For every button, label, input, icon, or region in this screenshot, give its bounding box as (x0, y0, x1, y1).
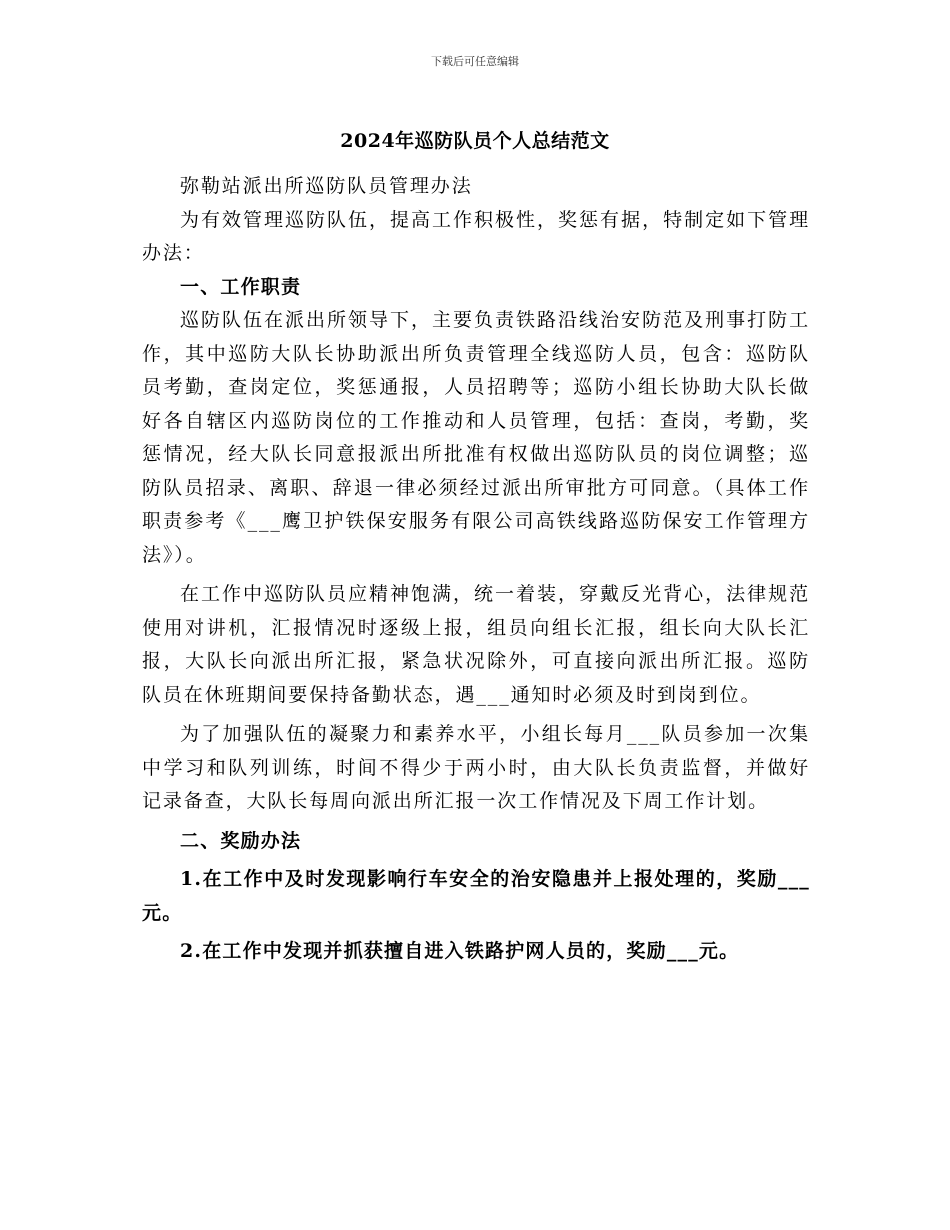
conduct-paragraph: 在工作中巡防队员应精神饱满，统一着装，穿戴反光背心，法律规范使用对讲机，汇报情况时逐级上报，组员向组长汇报，组长向大队长汇报，大队长向派出所汇报，紧急状况除外，可直接向派出所汇报。巡防队员在休班期间要保持备勤状态，遇___通知时必须及时到岗到位。 (142, 583, 810, 706)
document-body (142, 170, 810, 969)
section-heading-rewards: 二、奖励办法 (180, 829, 302, 852)
page-header-note: 下载后可任意编辑 (431, 55, 519, 68)
section-heading-duties: 一、工作职责 (180, 275, 302, 298)
document-title: 2024年巡防队员个人总结范文 (340, 130, 610, 152)
duties-paragraph: 巡防队伍在派出所领导下，主要负责铁路沿线治安防范及刑事打防工作，其中巡防大队长协助派出所负责管理全线巡防人员，包含：巡防队员考勤，查岗定位，奖惩通报，人员招聘等；巡防小组长协助大队长做好各自辖区内巡防岗位的工作推动和人员管理，包括：查岗，考勤，奖惩情况，经大队长同意报派出所批准有权做出巡防队员的岗位调整；巡防队员招录、离职、辞退一律必须经过派出所审批方可同意。（具体工作职责参考《___鹰卫护铁保安服务有限公司高铁线路巡防保安工作管理方法》）。 (142, 309, 810, 566)
intro-paragraph: 为有效管理巡防队伍，提高工作积极性，奖惩有据，特制定如下管理办法： (142, 208, 810, 264)
subtitle-paragraph: 弥勒站派出所巡防队员管理办法 (180, 175, 473, 197)
reward-item-1: 1.在工作中及时发现影响行车安全的治安隐患并上报处理的，奖励___元。 (142, 868, 810, 924)
training-paragraph: 为了加强队伍的凝聚力和素养水平，小组长每月___队员参加一次集中学习和队列训练，时间不得少于两小时，由大队长负责监督，并做好记录备查，大队长每周向派出所汇报一次工作情况及下周工作计划。 (142, 723, 810, 812)
reward-item-2: 2.在工作中发现并抓获擅自进入铁路护网人员的，奖励___元。 (180, 940, 740, 962)
